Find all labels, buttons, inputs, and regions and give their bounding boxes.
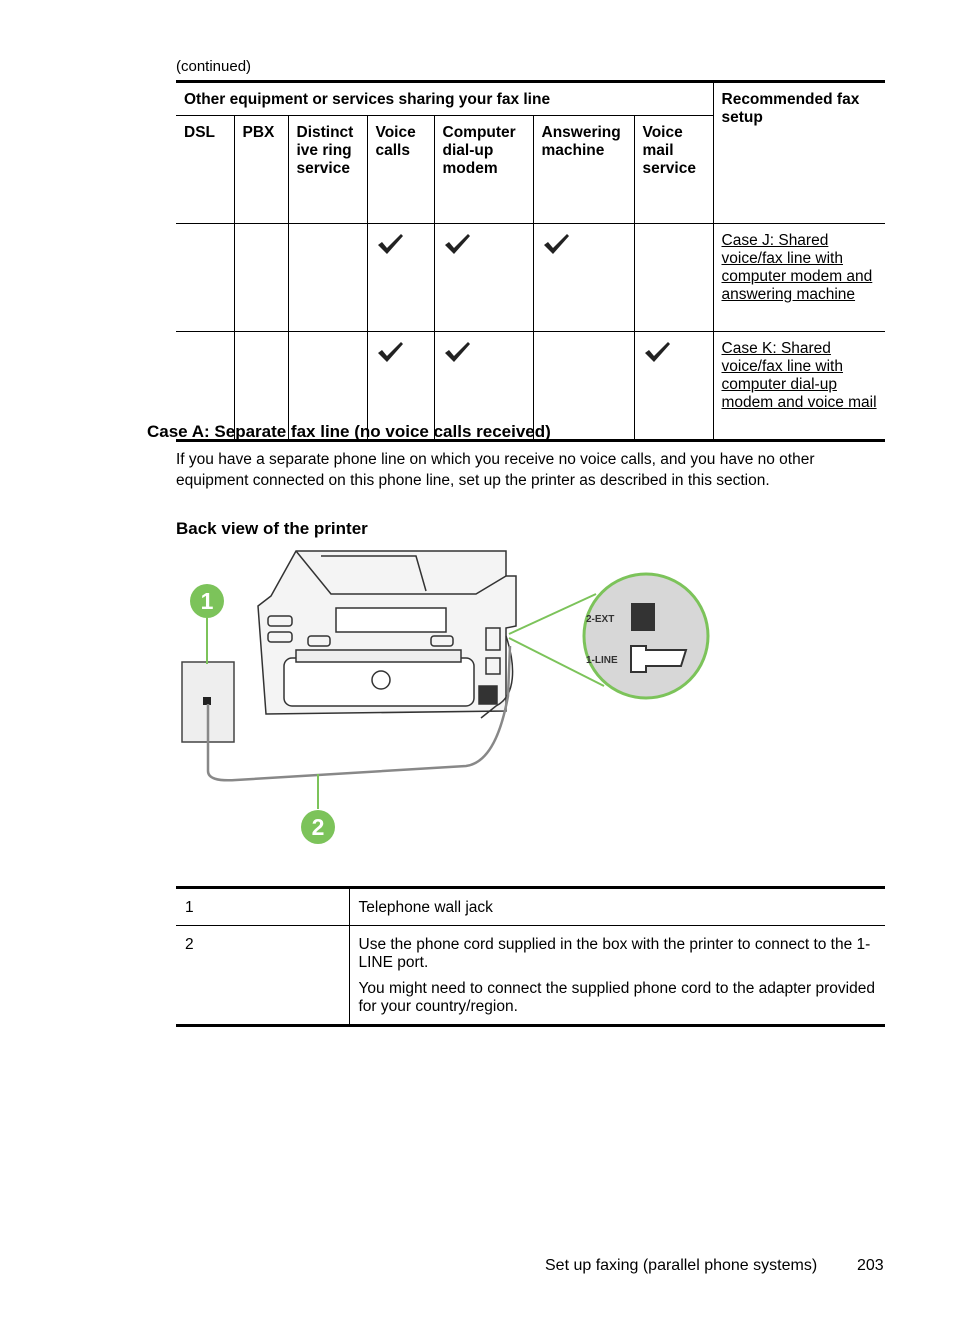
equipment-table	[176, 80, 885, 442]
check-cell	[288, 224, 367, 332]
footer-section-title: Set up faxing (parallel phone systems)	[545, 1257, 818, 1274]
recommended-header: Recommended fax setup	[713, 82, 885, 224]
check-cell	[634, 224, 713, 332]
col-header-pbx: PBX	[234, 116, 288, 224]
col-header-distinctive-ring: Distinct ive ring service	[288, 116, 367, 224]
checkmark-icon	[443, 243, 471, 260]
check-cell	[434, 224, 533, 332]
page-number: 203	[857, 1257, 884, 1274]
check-cell	[367, 224, 434, 332]
check-cell	[176, 224, 234, 332]
col-header-computer-modem: Computer dial-up modem	[434, 116, 533, 224]
check-cell	[634, 332, 713, 441]
callout-1-label: 1	[200, 588, 214, 614]
continued-label: (continued)	[176, 58, 252, 75]
legend-number: 2	[176, 926, 349, 1026]
legend-paragraph: Telephone wall jack	[358, 899, 493, 916]
case-j-link[interactable]: Case J: Shared voice/fax line with computer modem and answering machine	[721, 232, 873, 303]
setup-link-cell	[713, 332, 885, 441]
checkmark-icon	[542, 243, 570, 260]
legend-paragraph: Use the phone cord supplied in the box with the printer to connect to the 1-LINE port.	[358, 936, 871, 971]
printer-back-illustration	[258, 551, 516, 718]
col-header-voice-calls: Voice calls	[367, 116, 434, 224]
col-header-dsl: DSL	[176, 116, 234, 224]
checkmark-icon	[643, 351, 671, 368]
ext-port-icon	[631, 603, 655, 631]
checkmark-icon	[376, 243, 404, 260]
checkmark-icon	[443, 351, 471, 368]
check-cell	[234, 224, 288, 332]
checkmark-icon	[376, 351, 404, 368]
case-k-link[interactable]: Case K: Shared voice/fax line with computer dial-up modem and voice mail	[721, 340, 877, 411]
figure-title: Back view of the printer	[176, 519, 368, 538]
port-ext-label: 2-EXT	[586, 614, 615, 625]
legend-number: 1	[176, 888, 349, 926]
legend-row	[176, 926, 885, 1026]
legend-text	[349, 926, 885, 1026]
col-header-answering-machine: Answering machine	[533, 116, 634, 224]
col-header-voice-mail: Voice mail service	[634, 116, 713, 224]
setup-link-cell	[713, 224, 885, 332]
table-row	[176, 224, 885, 332]
legend-row	[176, 888, 885, 926]
port-line-label: 1-LINE	[586, 655, 618, 666]
port-zoom-circle	[584, 574, 708, 698]
section-intro: If you have a separate phone line on which you receive no voice calls, and you have no other equipment connected on this phone line, set up the printer as described in this section.	[176, 451, 815, 489]
printer-back-view-diagram	[176, 546, 716, 852]
check-cell	[533, 224, 634, 332]
group-header: Other equipment or services sharing your fax line	[176, 82, 713, 116]
legend-text	[349, 888, 885, 926]
section-heading: Case A: Separate fax line (no voice calls received)	[147, 422, 551, 441]
legend-table	[176, 886, 885, 1027]
legend-paragraph: You might need to connect the supplied phone cord to the adapter provided for your country/region.	[358, 980, 875, 1015]
callout-2-label: 2	[311, 814, 325, 840]
